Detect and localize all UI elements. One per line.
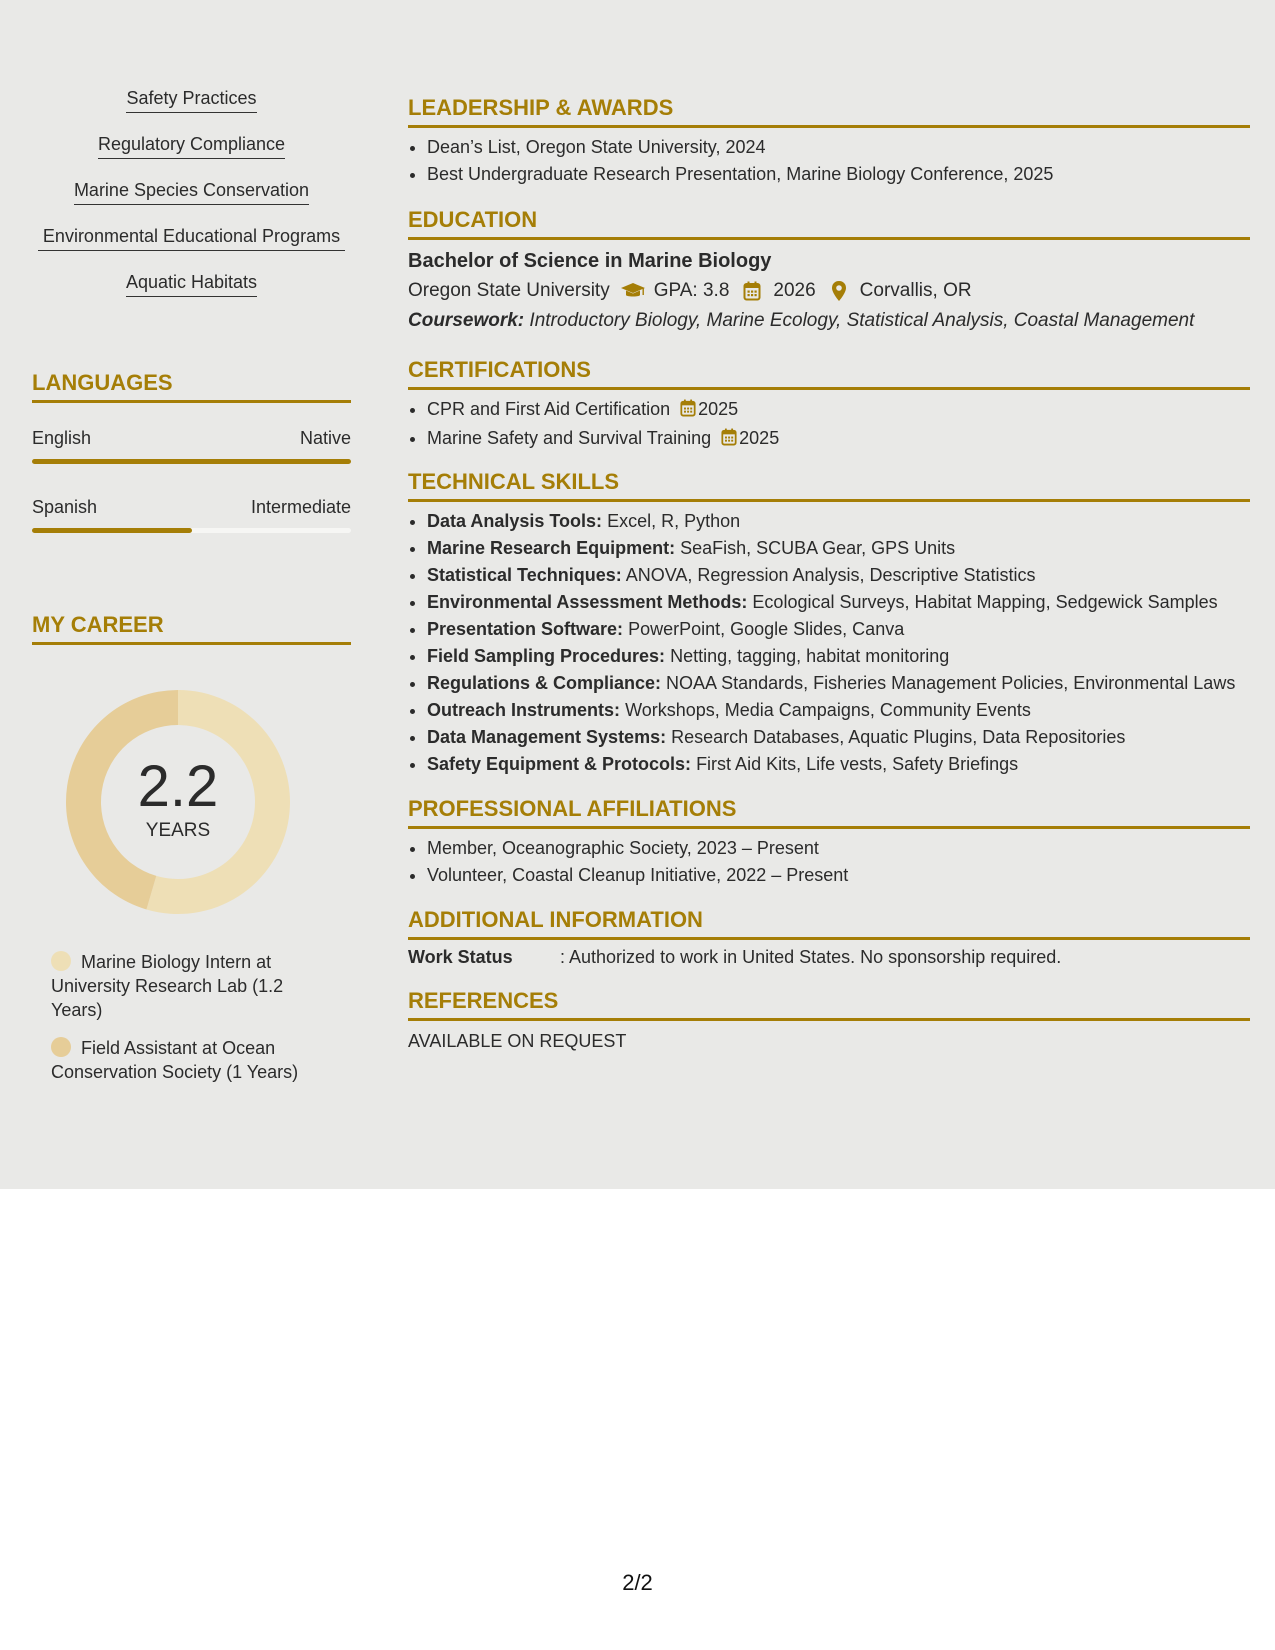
language-bar-fill: [32, 528, 192, 533]
location-pin-icon: [824, 280, 854, 302]
list-item: • Best Undergraduate Research Presentation, Marine Biology Conference, 2025: [427, 161, 1250, 188]
language-level: Intermediate: [250, 497, 351, 517]
language-row-spanish: [32, 497, 351, 518]
certification-name: Marine Safety and Survival Training: [427, 428, 712, 448]
donut-center: [66, 690, 290, 914]
graduation-year: 2026: [773, 280, 816, 301]
references-section: [408, 987, 1250, 1052]
skill-values: Ecological Surveys, Habitat Mapping, Sedgewick Samples: [752, 592, 1218, 612]
section-heading: REFERENCES: [408, 987, 1250, 1021]
skill-values: Research Databases, Aquatic Plugins, Data Repositories: [671, 727, 1126, 747]
certification-year: 2025: [739, 428, 780, 448]
certification-year: 2025: [698, 399, 739, 419]
certification-name: CPR and First Aid Certification: [427, 399, 671, 419]
list-item: [427, 508, 1250, 535]
legend-dot: [51, 1037, 71, 1057]
skill-tag: [32, 87, 351, 113]
coursework-label: Coursework:: [408, 310, 525, 331]
skill-category: Data Analysis Tools:: [427, 511, 603, 531]
career-unit: YEARS: [145, 820, 211, 841]
section-heading: ADDITIONAL INFORMATION: [408, 906, 1250, 940]
section-heading: EDUCATION: [408, 206, 1250, 240]
skill-tag: [32, 225, 351, 251]
skill-values: Netting, tagging, habitat monitoring: [670, 646, 950, 666]
list-item: [427, 425, 1250, 454]
language-bar-spanish: [32, 528, 351, 533]
coursework: [408, 306, 1250, 336]
list-item: [427, 535, 1250, 562]
legend-label: Field Assistant at Ocean Conservation Society (1 Years): [51, 1038, 299, 1082]
skill-tag-label: Marine Species Conservation: [74, 179, 309, 205]
language-name: English: [32, 428, 92, 448]
section-heading: TECHNICAL SKILLS: [408, 468, 1250, 502]
list-item: [427, 724, 1250, 751]
technical-skills-section: [408, 468, 1250, 778]
languages-heading: LANGUAGES: [32, 370, 351, 403]
language-bar-english: [32, 459, 351, 464]
calendar-icon: [721, 427, 737, 454]
skill-category: Field Sampling Procedures:: [427, 646, 666, 666]
skill-values: NOAA Standards, Fisheries Management Policies, Environmental Laws: [666, 673, 1236, 693]
skill-values: Excel, R, Python: [607, 511, 741, 531]
career-legend-item: [51, 950, 331, 1022]
work-status-label: Work Status: [408, 947, 513, 967]
work-status-row: [408, 947, 1250, 968]
list-item: • Dean’s List, Oregon State University, 2024: [427, 134, 1250, 161]
bullet-list: [408, 835, 1250, 889]
language-bar-fill: [32, 459, 351, 464]
references-text: AVAILABLE ON REQUEST: [408, 1031, 627, 1051]
skill-tag-label: Safety Practices: [126, 87, 256, 113]
calendar-icon: [680, 398, 696, 425]
bullet-list: [408, 396, 1250, 454]
school-name: Oregon State University: [408, 280, 610, 301]
skill-tag: [32, 271, 351, 297]
skill-values: PowerPoint, Google Slides, Canva: [628, 619, 905, 639]
career-total: 2.2: [137, 754, 219, 819]
language-level: Native: [299, 428, 351, 448]
section-heading: CERTIFICATIONS: [408, 356, 1250, 390]
list-item: • Volunteer, Coastal Cleanup Initiative, 2022 – Present: [427, 862, 1250, 889]
skill-category: Statistical Techniques:: [427, 565, 622, 585]
list-item: [427, 643, 1250, 670]
work-status-value: : Authorized to work in United States. No sponsorship required.: [560, 947, 1062, 967]
bullet-list: [408, 508, 1250, 778]
list-item: [427, 751, 1250, 778]
language-row-english: [32, 428, 351, 449]
certifications-section: [408, 356, 1250, 454]
education-section: [408, 206, 1250, 336]
calendar-icon: [737, 281, 767, 301]
skill-tag-label: Aquatic Habitats: [126, 271, 257, 297]
skill-category: Outreach Instruments:: [427, 700, 621, 720]
coursework-list: Introductory Biology, Marine Ecology, Statistical Analysis, Coastal Management: [529, 310, 1195, 331]
skill-category: Presentation Software:: [427, 619, 624, 639]
career-legend-item: [51, 1036, 331, 1084]
skill-tag-label: Environmental Educational Programs: [38, 225, 345, 251]
list-item: [427, 562, 1250, 589]
education-details: [408, 275, 1250, 306]
skills-list: [32, 87, 351, 317]
page-number: 2/2: [622, 1570, 653, 1595]
list-item: [427, 396, 1250, 425]
skill-category: Regulations & Compliance:: [427, 673, 662, 693]
skill-values: SeaFish, SCUBA Gear, GPS Units: [680, 538, 956, 558]
skill-category: Data Management Systems:: [427, 727, 667, 747]
career-donut-chart: [66, 690, 290, 914]
certification-date: [680, 399, 738, 419]
skill-tag: [32, 179, 351, 205]
skill-values: Workshops, Media Campaigns, Community Events: [625, 700, 1031, 720]
gpa: GPA: 3.8: [653, 280, 730, 301]
language-name: Spanish: [32, 497, 98, 517]
skill-values: First Aid Kits, Life vests, Safety Briefings: [696, 754, 1019, 774]
skill-values: ANOVA, Regression Analysis, Descriptive Statistics: [625, 565, 1036, 585]
list-item: [427, 589, 1250, 616]
legend-label: Marine Biology Intern at University Research Lab (1.2 Years): [51, 952, 284, 1020]
affiliations-section: [408, 795, 1250, 889]
skill-category: Environmental Assessment Methods:: [427, 592, 748, 612]
bullet-list: [408, 134, 1250, 188]
graduation-cap-icon: [618, 282, 648, 300]
list-item: [427, 670, 1250, 697]
list-item: [427, 616, 1250, 643]
leadership-section: [408, 94, 1250, 188]
list-item: • Member, Oceanographic Society, 2023 – Present: [427, 835, 1250, 862]
skill-tag-label: Regulatory Compliance: [98, 133, 285, 159]
skill-category: Marine Research Equipment:: [427, 538, 676, 558]
degree-title: Bachelor of Science in Marine Biology: [408, 250, 772, 272]
additional-info-section: [408, 906, 1250, 968]
section-heading: PROFESSIONAL AFFILIATIONS: [408, 795, 1250, 829]
skill-category: Safety Equipment & Protocols:: [427, 754, 692, 774]
section-heading: LEADERSHIP & AWARDS: [408, 94, 1250, 128]
legend-dot: [51, 951, 71, 971]
skill-tag: [32, 133, 351, 159]
location: Corvallis, OR: [859, 280, 972, 301]
list-item: [427, 697, 1250, 724]
certification-date: [721, 428, 779, 448]
career-heading: MY CAREER: [32, 612, 351, 645]
